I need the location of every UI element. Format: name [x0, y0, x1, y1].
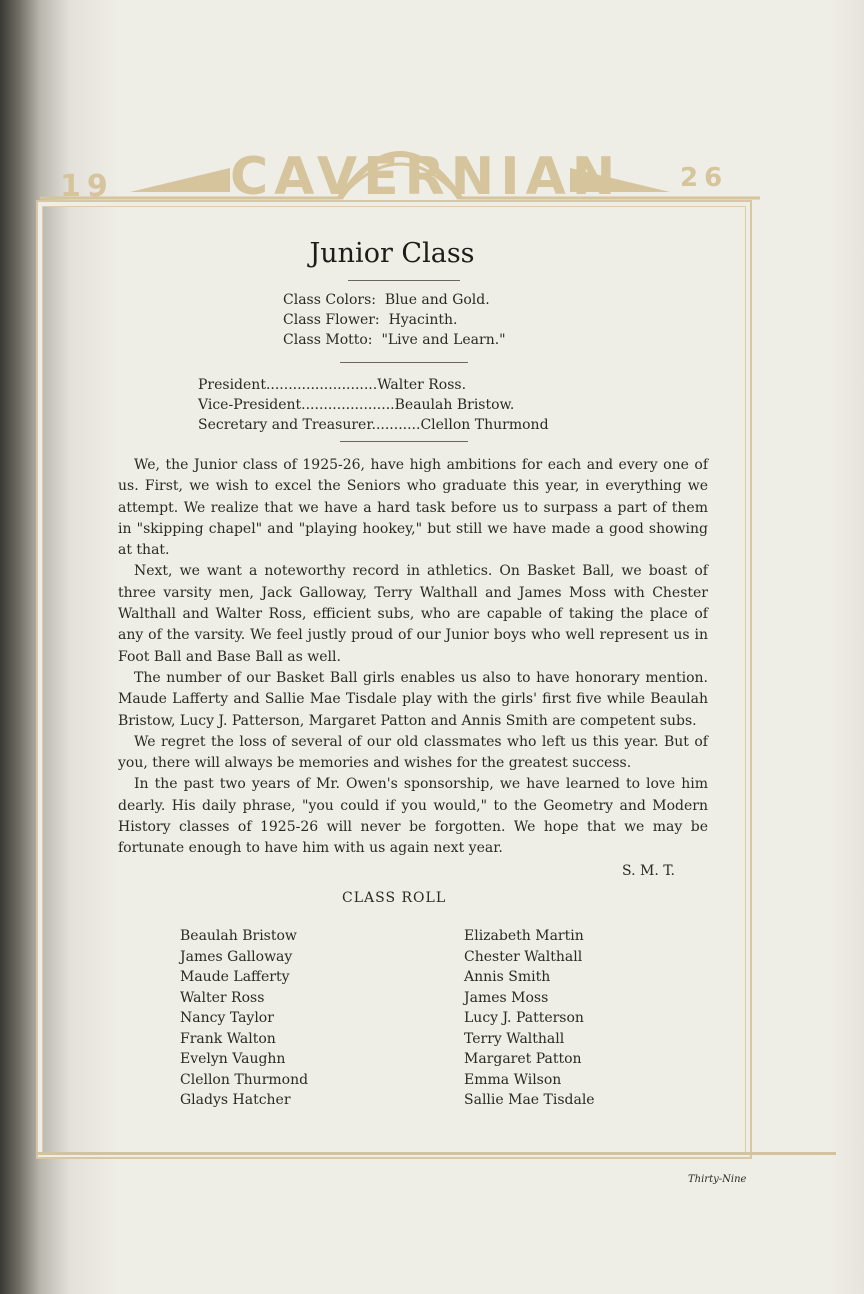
roll-name: Lucy J. Patterson	[464, 1010, 584, 1026]
roll-name: Margaret Patton	[464, 1051, 582, 1067]
roll-left-column	[180, 926, 308, 1111]
officer-secretary: Secretary and Treasurer...........Clellon Thurmond	[198, 417, 549, 433]
roll-right-column	[464, 926, 595, 1111]
roll-name: Maude Lafferty	[180, 969, 290, 985]
left-wing-ornament	[130, 168, 230, 192]
officers-rule	[340, 441, 468, 442]
roll-name: Beaulah Bristow	[180, 928, 297, 944]
paragraph: We regret the loss of several of our old classmates who left us this year. But of you, there will always be memories and wishes for the greatest success.	[118, 733, 708, 772]
roll-name: Chester Walthall	[464, 948, 583, 965]
roll-name: Nancy Taylor	[180, 1010, 274, 1026]
officer-president: President.........................Walter Ross.	[198, 377, 467, 393]
roll-name: James Galloway	[180, 948, 293, 965]
officer-vice-president: Vice-President.....................Beaulah Bristow.	[198, 397, 515, 413]
roll-name: Sallie Mae Tisdale	[464, 1092, 595, 1108]
page-number: Thirty-Nine	[688, 1174, 747, 1185]
class-colors: Class Colors: Blue and Gold.	[283, 292, 490, 308]
paragraph: In the past two years of Mr. Owen's sponsorship, we have learned to love him dearly. His daily phrase, "you could if you would," to the Geometry and Modern History classes of 1925-26 will never be forgotten. We hope that we may be fortunate enough to have him with us again next year.	[118, 776, 708, 857]
roll-name: Elizabeth Martin	[464, 928, 584, 944]
roll-name: Clellon Thurmond	[180, 1071, 309, 1088]
paragraph: We, the Junior class of 1925-26, have high ambitions for each and every one of us. First, we wish to excel the Seniors who graduate this year, in everything we attempt. We realize that we have a hard task before us to surpass a part of them in "skipping chapel" and "playing hookey," but still we have made a good showing at that.	[118, 457, 708, 559]
officers-list	[198, 375, 549, 435]
roll-name: James Moss	[464, 989, 549, 1006]
info-rule	[340, 362, 468, 363]
class-history	[118, 455, 708, 860]
frame-bottom-rule	[36, 1152, 836, 1155]
paragraph: The number of our Basket Ball girls enables us also to have honorary mention. Maude Lafferty and Sallie Mae Tisdale play with the girls' first five while Beaulah Bristow, Lucy J. Patterson, Margaret Patton and Annis Smith are competent subs.	[118, 669, 708, 729]
class-flower: Class Flower: Hyacinth.	[283, 312, 458, 328]
roll-name: Walter Ross	[180, 989, 265, 1006]
roll-name: Annis Smith	[464, 969, 551, 985]
roll-name: Evelyn Vaughn	[180, 1051, 286, 1067]
roll-name: Gladys Hatcher	[180, 1092, 291, 1108]
title-rule	[348, 280, 460, 281]
year-right: 26	[680, 163, 729, 193]
page-title: Junior Class	[309, 238, 475, 269]
class-roll-title: CLASS ROLL	[342, 890, 447, 906]
banner-title: CAVERNIAN	[230, 147, 622, 207]
roll-name: Terry Walthall	[464, 1030, 565, 1047]
signature: S. M. T.	[622, 863, 675, 879]
paragraph: Next, we want a noteworthy record in athletics. On Basket Ball, we boast of three varsity men, Jack Galloway, Terry Walthall and James Moss with Chester Walthall and Walter Ross, efficient subs, who are capable of taking the place of any of the varsity. We feel justly proud of our Junior boys who well represent us in Foot Ball and Base Ball as well.	[118, 563, 708, 665]
class-motto: Class Motto: "Live and Learn."	[283, 332, 506, 348]
banner-ornament	[40, 110, 760, 210]
roll-name: Emma Wilson	[464, 1071, 562, 1088]
cavernian-banner	[40, 110, 760, 210]
class-info	[283, 290, 506, 350]
year-left: 19	[60, 169, 114, 204]
roll-name: Frank Walton	[180, 1030, 276, 1047]
